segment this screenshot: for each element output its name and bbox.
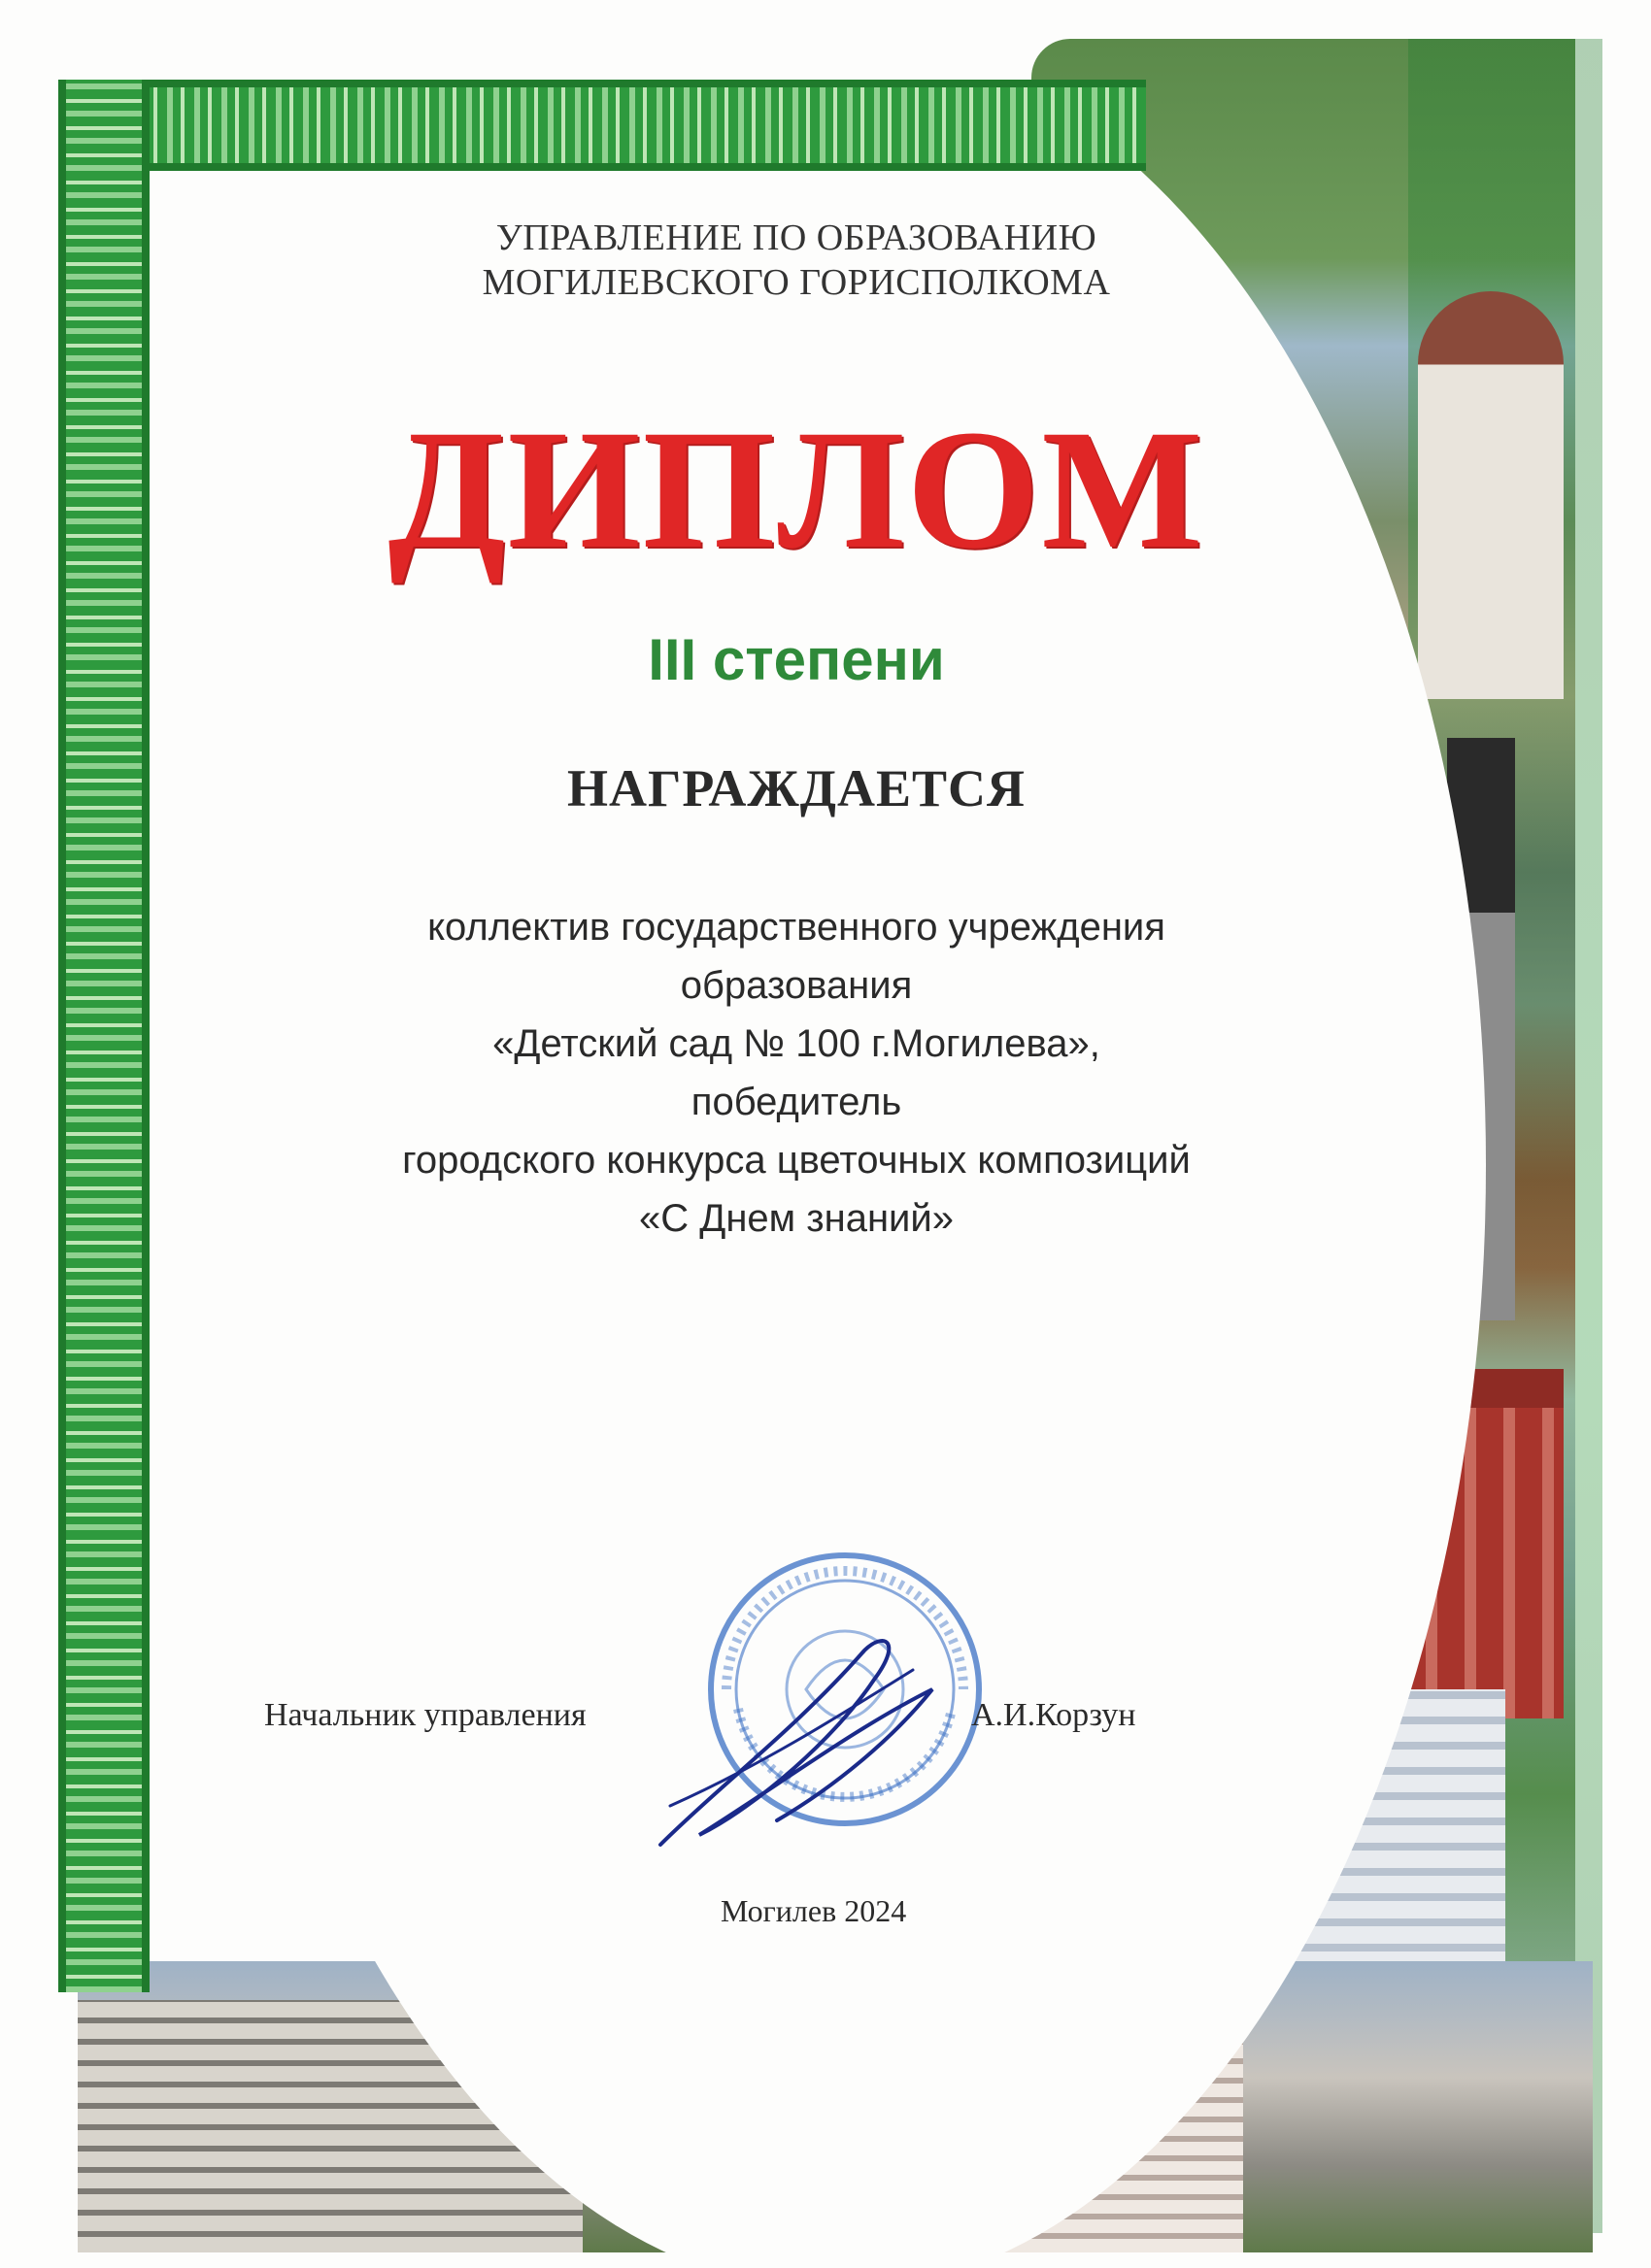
frame-inner-line-left bbox=[142, 163, 146, 1988]
issuing-organization bbox=[175, 216, 1418, 305]
organization-line: УПРАВЛЕНИЕ ПО ОБРАЗОВАНИЮ bbox=[495, 217, 1097, 258]
organization-line: МОГИЛЕВСКОГО ГОРИСПОЛКОМА bbox=[482, 262, 1111, 303]
recipient-line: коллектив государственного учреждения bbox=[427, 906, 1165, 949]
diploma-degree: III степени bbox=[648, 627, 945, 692]
recipient-line: городского конкурса цветочных композиций bbox=[402, 1139, 1191, 1182]
recipient-line: «Детский сад № 100 г.Могилева», bbox=[492, 1022, 1100, 1065]
recipient-line: победитель bbox=[691, 1081, 902, 1123]
signatory-name: А.И.Корзун bbox=[971, 1697, 1136, 1733]
ornamental-frame-top bbox=[58, 80, 1146, 171]
awarded-label: НАГРАЖДАЕТСЯ bbox=[566, 759, 1026, 817]
recipient-text bbox=[175, 898, 1418, 1248]
handwritten-signature bbox=[641, 1612, 1010, 1864]
recipient-line: «С Днем знаний» bbox=[639, 1197, 954, 1240]
recipient-line: образования bbox=[680, 964, 913, 1007]
ornamental-frame-left bbox=[58, 80, 150, 1992]
signatory-position: Начальник управления bbox=[264, 1697, 587, 1733]
rotunda-photo bbox=[1418, 291, 1564, 699]
place-and-year: Могилев 2024 bbox=[721, 1893, 907, 1928]
diploma-title: ДИПЛОМ bbox=[387, 395, 1205, 584]
frame-inner-line-top bbox=[142, 163, 1142, 167]
